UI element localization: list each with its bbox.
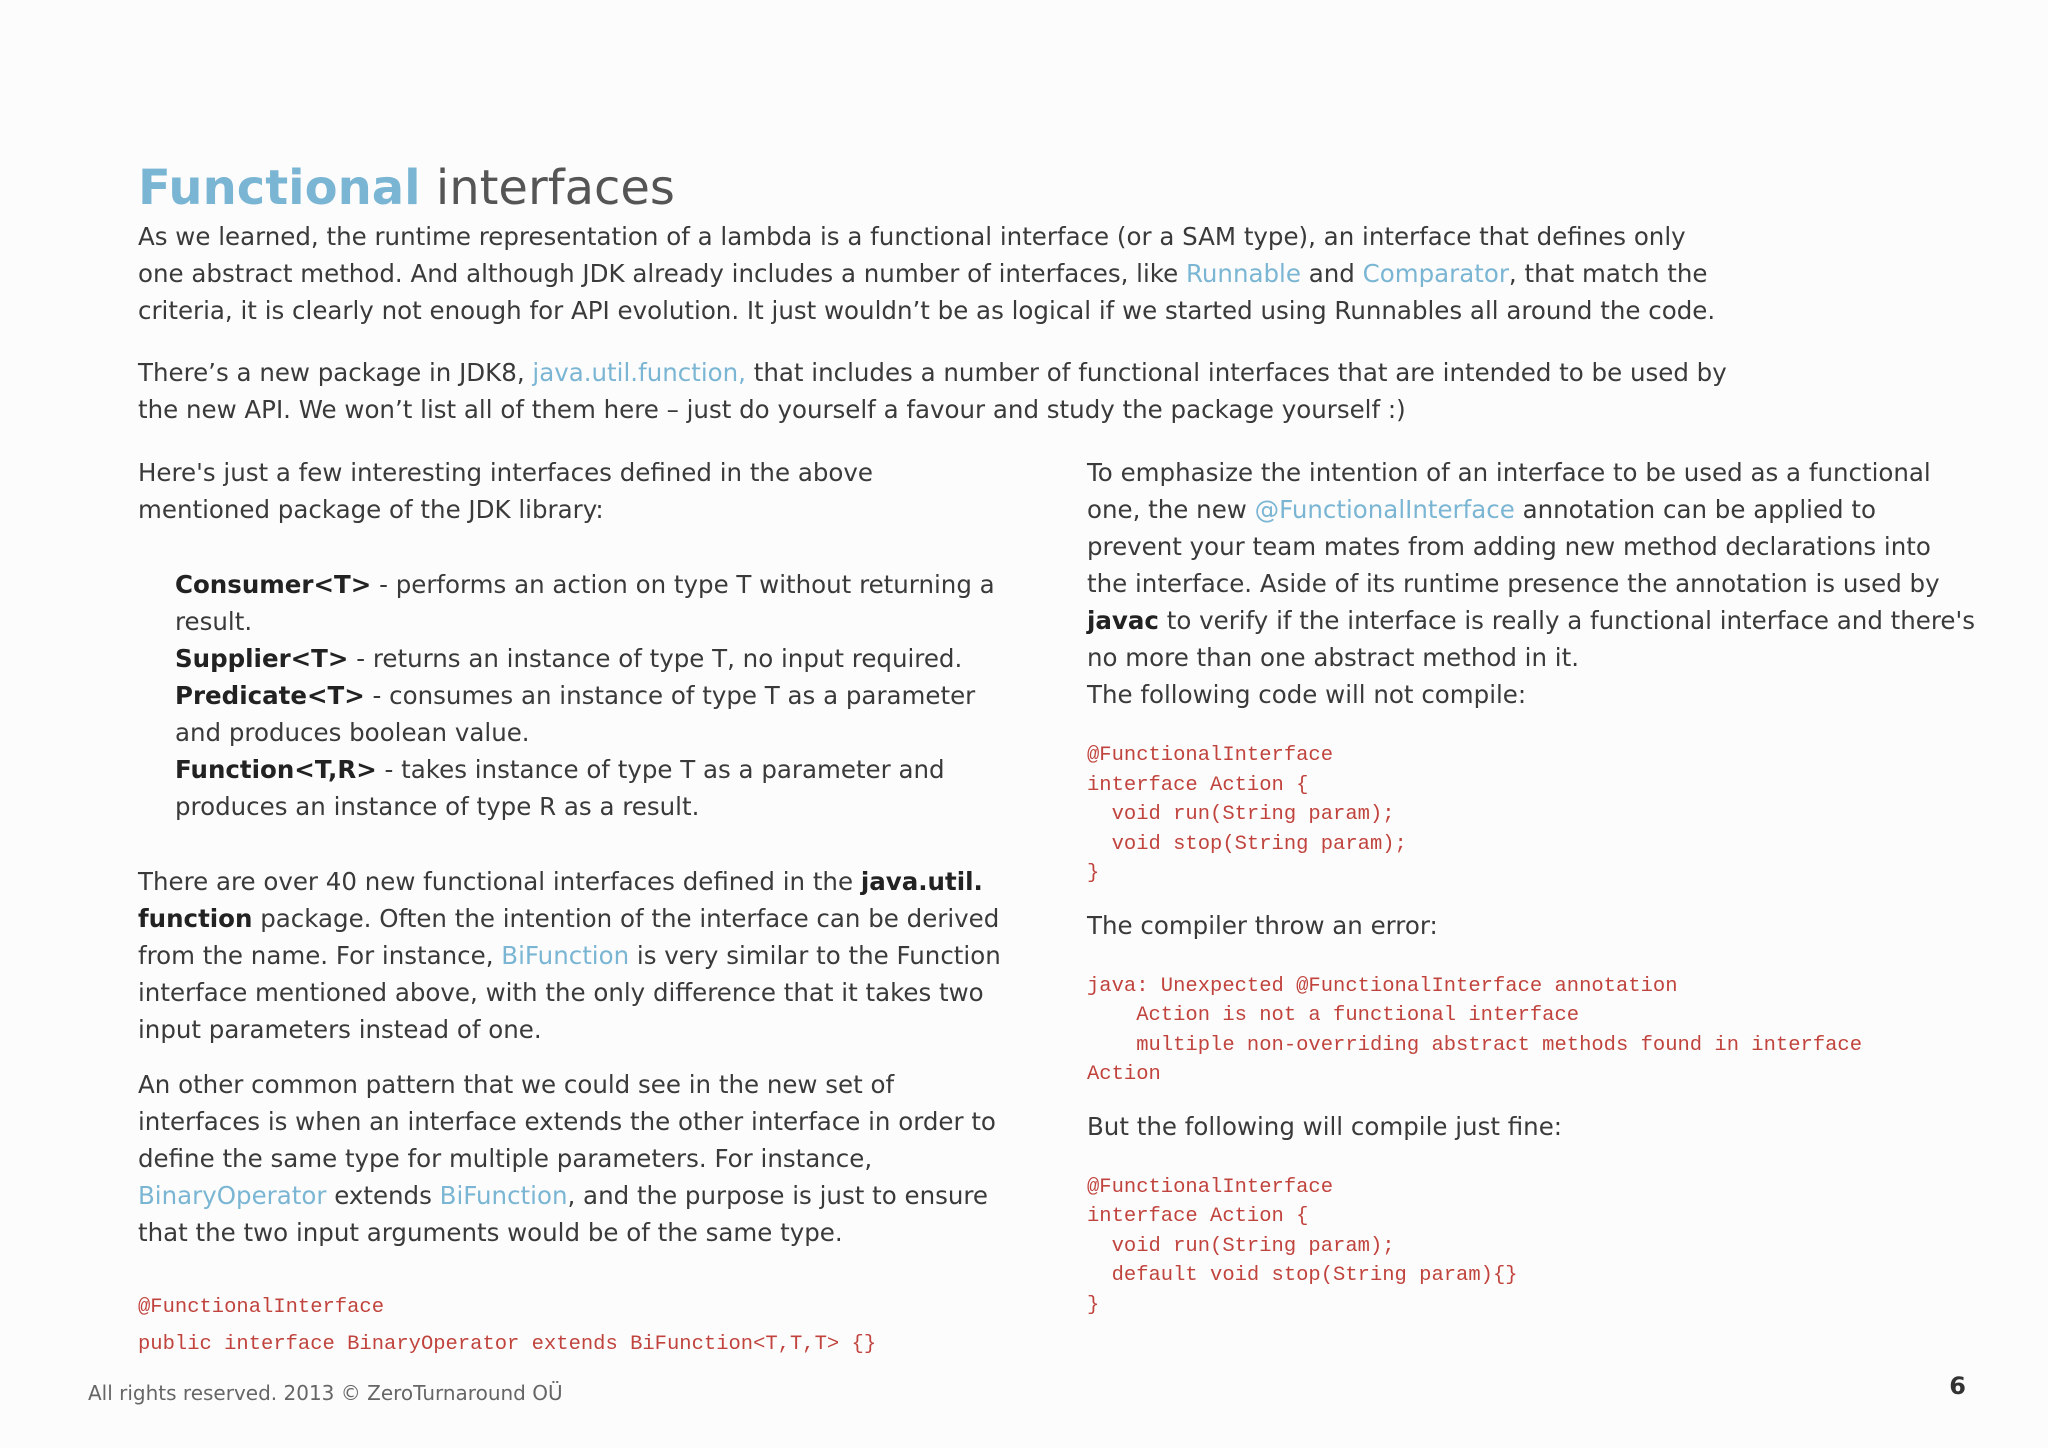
title-strong: Functional [138, 160, 421, 216]
intro-paragraph-1 [138, 218, 1738, 329]
page-title [138, 160, 675, 216]
intro-paragraph-2 [138, 354, 1738, 428]
item-name: Function<T,R> [175, 755, 377, 784]
bifunction-link[interactable]: BiFunction [439, 1181, 568, 1210]
text: annotation can be applied to prevent your team mates from adding new method declarations into the interface. Aside of its runtime presence the annotation is used by [1087, 495, 1940, 598]
text: As we learned, the runtime representation of a lambda is a functional interface (or a SAM type), an interface that defines only one abstract method. And although JDK already includes a number of interfaces, like [138, 222, 1686, 288]
comparator-link[interactable]: Comparator [1362, 259, 1509, 288]
left-column [138, 454, 1008, 1363]
footer-copyright: All rights reserved. 2013 © ZeroTurnaround OÜ [88, 1381, 563, 1405]
interface-list [175, 566, 1008, 825]
list-item [175, 751, 1008, 825]
code-block-compiling: @FunctionalInterface interface Action { void run(String param); default void stop(String param){} } [1087, 1175, 1518, 1317]
text: There’s a new package in JDK8, [138, 358, 533, 387]
item-desc: - takes instance of type T as a parameter and produces an instance of type R as a result. [175, 755, 945, 821]
text: to verify if the interface is really a functional interface and there's no more than one abstract method in it. [1087, 606, 1975, 672]
code-block-binaryoperator: @FunctionalInterface public interface BinaryOperator extends BiFunction<T,T,T> {} [138, 1296, 877, 1356]
bifunction-link[interactable]: BiFunction [501, 941, 630, 970]
item-name: Supplier<T> [175, 644, 349, 673]
paragraph-40-interfaces [138, 863, 1008, 1048]
text: , that match the criteria, it is clearly not enough for API evolution. It just wouldn’t be as logical if we started using Runnables all around the code. [138, 259, 1716, 325]
text: There are over 40 new functional interfaces defined in the [138, 867, 861, 896]
list-item [175, 640, 1008, 677]
text: To emphasize the intention of an interface to be used as a functional one, the new [1087, 458, 1931, 524]
text: is very similar to the Function interface mentioned above, with the only difference that it takes two input parameters instead of one. [138, 941, 1001, 1044]
text: and [1300, 259, 1363, 288]
paragraph-will-not-compile: The following code will not compile: [1087, 680, 1527, 709]
binaryoperator-link[interactable]: BinaryOperator [138, 1181, 327, 1210]
text: , and the purpose is just to ensure that the two input arguments would be of the same type. [138, 1181, 988, 1247]
text: package. Often the intention of the interface can be derived from the name. For instance, [138, 904, 1000, 970]
item-desc: - consumes an instance of type T as a parameter and produces boolean value. [175, 681, 976, 747]
java-util-function-link[interactable]: java.util.function, [532, 358, 746, 387]
item-desc: - returns an instance of type T, no input required. [348, 644, 963, 673]
list-item [175, 677, 1008, 751]
paragraph-annotation [1087, 454, 1977, 676]
item-name: Predicate<T> [175, 681, 365, 710]
right-column [1087, 454, 1977, 1320]
code-block-error-output: java: Unexpected @FunctionalInterface annotation Action is not a functional interface multiple non-overriding abstract methods found in interface Action [1087, 974, 1863, 1086]
paragraph-common-pattern [138, 1066, 1008, 1251]
item-desc: - performs an action on type T without returning a result. [175, 570, 995, 636]
text: extends [326, 1181, 440, 1210]
javac-term: javac [1087, 606, 1159, 635]
runnable-link[interactable]: Runnable [1185, 259, 1301, 288]
interfaces-intro: Here's just a few interesting interfaces defined in the above mentioned package of the JDK library: [138, 458, 873, 524]
paragraph-compiler-error: The compiler throw an error: [1087, 910, 1438, 940]
text: An other common pattern that we could see in the new set of interfaces is when an interface extends the other interface in order to define the same type for multiple parameters. For instance, [138, 1070, 996, 1173]
list-item [175, 566, 1008, 640]
package-name: java.util. function [138, 867, 983, 933]
item-name: Consumer<T> [175, 570, 372, 599]
code-block-not-compiling: @FunctionalInterface interface Action { void run(String param); void stop(String param); } [1087, 744, 1407, 885]
paragraph-compiles-fine: But the following will compile just fine: [1087, 1111, 1563, 1141]
title-rest: interfaces [420, 160, 675, 216]
functionalinterface-link[interactable]: @FunctionalInterface [1254, 495, 1515, 524]
page-number: 6 [1949, 1372, 1966, 1400]
text: that includes a number of functional interfaces that are intended to be used by the new API. We won’t list all of them here – just do yourself a favour and study the package yourself :) [138, 358, 1727, 424]
